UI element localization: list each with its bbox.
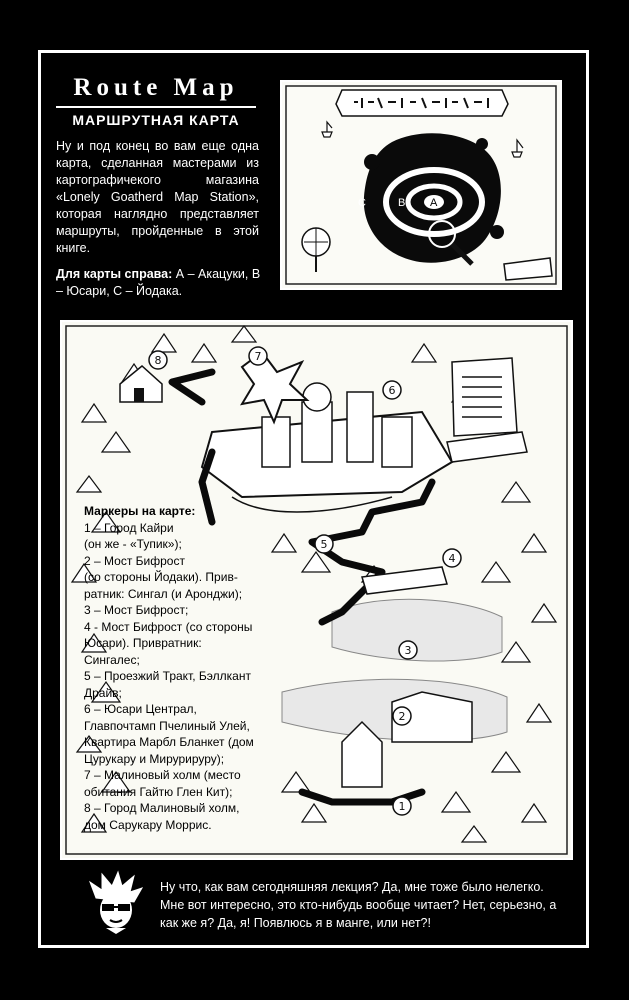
page-subtitle: МАРШРУТНАЯ КАРТА	[56, 106, 256, 128]
marker-3: 3	[404, 644, 412, 657]
marker-4: 4	[448, 552, 456, 565]
marker-list-title: Маркеры на карте:	[84, 504, 196, 518]
marker-line: 7 – Малиновый холм (место	[84, 768, 241, 782]
overview-map	[280, 80, 562, 290]
legend-text	[56, 266, 261, 300]
marker-line: (он же - «Тупик»);	[84, 537, 182, 551]
marker-line: 1 – Город Кайри	[84, 520, 174, 535]
marker-2: 2	[398, 710, 406, 723]
marker-line: (со стороны Йодаки). Прив-	[84, 570, 238, 584]
page-title: Route Map	[73, 74, 239, 101]
marker-5: 5	[320, 538, 328, 551]
marker-line: 8 – Город Малиновый холм,	[84, 801, 240, 815]
marker-line: 2 – Мост Бифрост	[84, 553, 185, 568]
scroll	[447, 358, 527, 462]
house	[120, 366, 162, 402]
marker-line: 4 - Мост Бифрост (со стороны	[84, 619, 253, 634]
marker-line: Сингалес;	[84, 652, 140, 667]
marker-list	[84, 503, 276, 833]
marker-line: Квартира Марбл Бланкет (дом	[84, 735, 254, 749]
marker-line: ратник: Сингал (и Аронджи);	[84, 586, 243, 601]
footer-text: Ну что, как вам сегодняшняя лекция? Да, мне тоже было нелегко. Мне вот интересно, это кто-нибудь вообще читает? Нет, серьезно, а как же я? Да, я! Появлюсь я в манге, или нет?!	[160, 880, 557, 930]
floating-city	[202, 383, 452, 512]
ship-icon	[322, 122, 332, 137]
marker-line: обитания Гайтю Глен Кит);	[84, 784, 233, 799]
legend-label: Для карты справа:	[56, 267, 173, 281]
map-stamp	[504, 258, 552, 280]
overview-label-a: A	[430, 197, 438, 209]
overview-label-c: C	[358, 197, 366, 209]
marker-line: 5 – Проезжий Тракт, Бэллкант	[84, 669, 251, 683]
legend-values: А – Акацуки, В – Юсари, С – Йодака.	[56, 267, 261, 298]
marker-line: 3 – Мост Бифрост;	[84, 603, 189, 617]
marker-line: 6 – Юсари Централ,	[84, 702, 197, 716]
overview-map-drawing	[282, 82, 560, 288]
marker-line: Юсари). Привратник:	[84, 636, 202, 650]
marker-7: 7	[254, 350, 262, 363]
marker-line: Главпочтамп Пчелиный Улей,	[84, 718, 250, 733]
marker-line: дом Сарукару Моррис.	[84, 817, 212, 832]
intro-text: Ну и под конец во вам еще одна карта, сделанная мастерами из картографичекого магазина «Lonely Goatherd Map Station», которая наглядно представляет маршруты, пройденные в этой книге.	[56, 139, 259, 255]
marker-6: 6	[388, 384, 396, 397]
marker-8: 8	[154, 354, 162, 367]
ship-icon	[512, 140, 523, 157]
marker-line: Драйв;	[84, 685, 122, 700]
marker-1: 1	[398, 800, 406, 813]
character-avatar	[88, 870, 144, 934]
overview-label-b: B	[398, 197, 406, 209]
marker-line: Цурукару и Мирурируру);	[84, 751, 225, 766]
